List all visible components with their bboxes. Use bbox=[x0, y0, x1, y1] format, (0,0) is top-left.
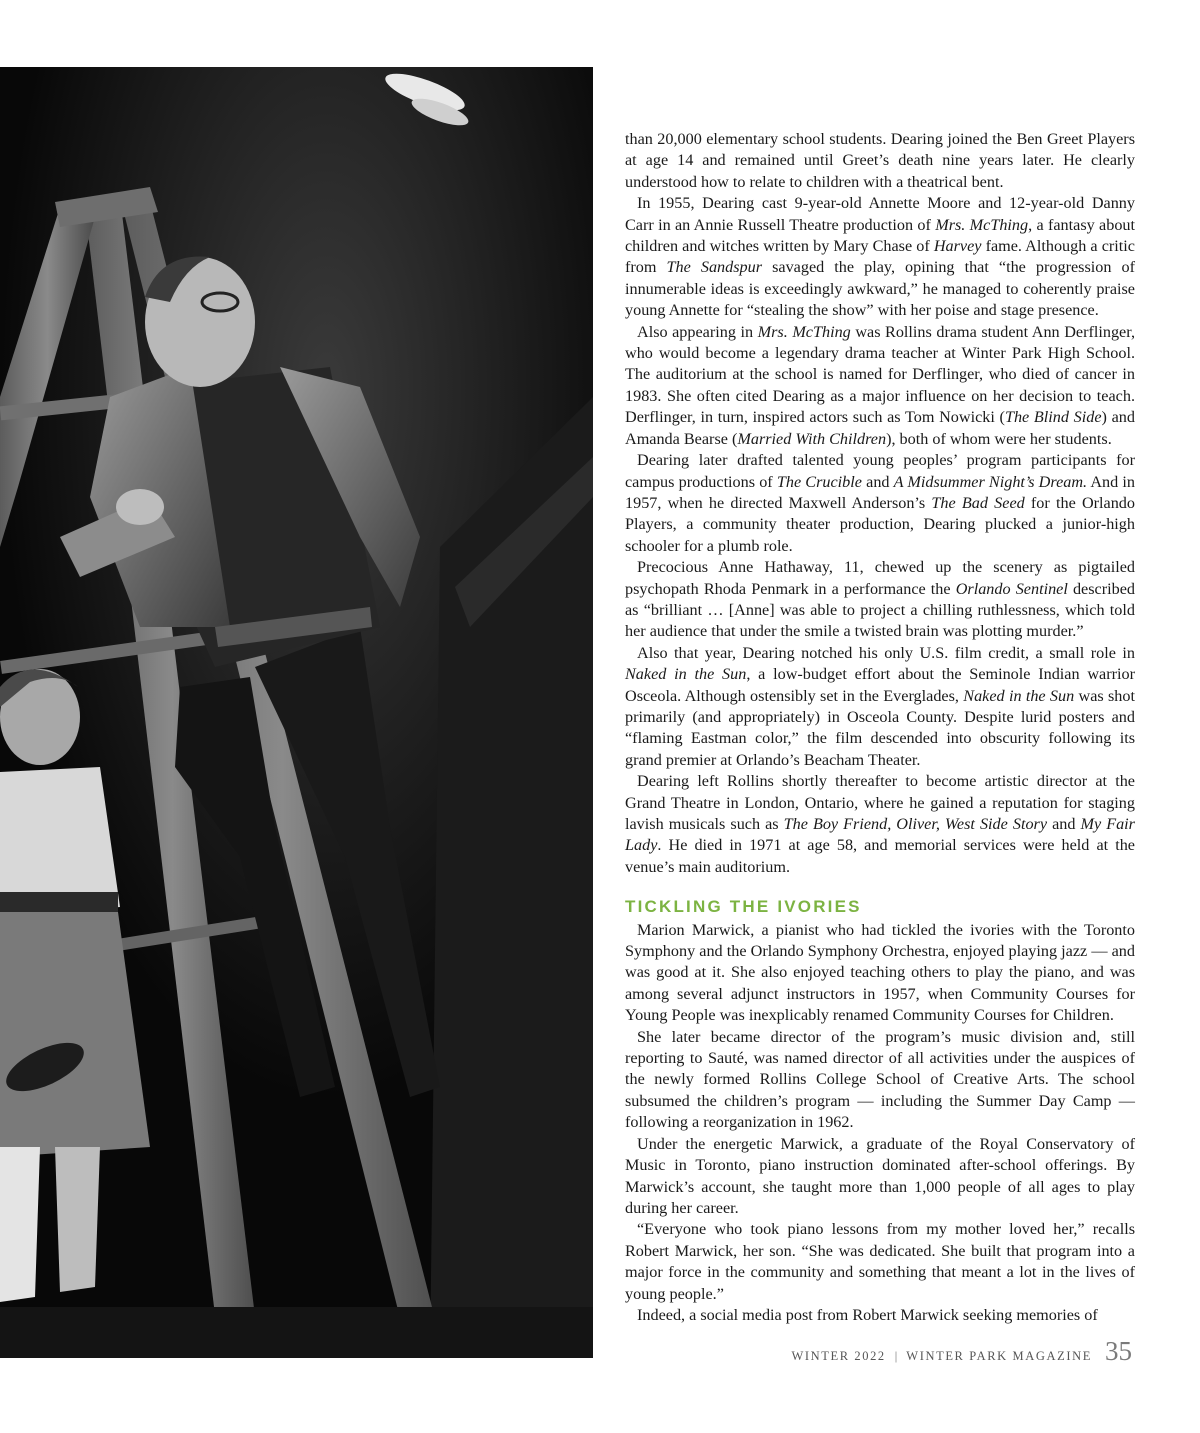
photo-illustration bbox=[0, 67, 593, 1358]
article-paragraph: Under the energetic Marwick, a graduate of the Royal Conservatory of Music in Toronto, piano instruction dominated after-school offerings. By Marwick’s account, she taught more than 1,000 people of all ages to play during her career. bbox=[625, 1134, 1135, 1217]
article-paragraph: Dearing later drafted talented young peoples’ program participants for campus productions of The Crucible and A Midsummer Night’s Dream. And in 1957, when he directed Maxwell Anderson’s The Bad Seed for the Orlando Players, a community theater production, Dearing plucked a junior-high schooler for a plumb role. bbox=[625, 451, 1135, 555]
section-subhead: TICKLING THE IVORIES bbox=[625, 897, 862, 917]
italic-title: Married With Children bbox=[737, 429, 887, 448]
page-number: 35 bbox=[1105, 1336, 1132, 1366]
italic-title: Mrs. McThing bbox=[757, 322, 851, 341]
article-column bbox=[625, 129, 1135, 1326]
article-paragraph: Marion Marwick, a pianist who had tickled the ivories with the Toronto Symphony and the Orlando Symphony Orchestra, enjoyed playing jazz — and was good at it. She also enjoyed teaching others to play the piano, and was among several adjunct instructors in 1957, when Community Courses for Young People was inexplicably renamed Community Courses for Children. bbox=[625, 920, 1135, 1025]
italic-title: The Crucible bbox=[776, 472, 862, 491]
article-paragraph: In 1955, Dearing cast 9-year-old Annette Moore and 12-year-old Danny Carr in an Annie Russell Theatre production of Mrs. McThing, a fantasy about children and witches written by Mary Chase of Harvey fame. Although a critic from The Sandspur savaged the play, opining that “the progression of innumerable ideas is exceedingly awkward,” he managed to coherently praise young Annette for “stealing the show” with her poise and stage presence. bbox=[625, 194, 1135, 320]
article-paragraph: Also appearing in Mrs. McThing was Rollins drama student Ann Derflinger, who would become a legendary drama teacher at Winter Park High School. The auditorium at the school is named for Derflinger, who died of cancer in 1983. She often cited Dearing as a major influence on her decision to teach. Derflinger, in turn, inspired actors such as Tom Nowicki (The Blind Side) and Amanda Bearse (Married With Children), both of whom were her students. bbox=[625, 322, 1136, 448]
italic-title: Naked in the Sun bbox=[963, 686, 1075, 705]
italic-title: My Fair Lady bbox=[625, 815, 1135, 855]
article-paragraph: than 20,000 elementary school students. Dearing joined the Ben Greet Players at age 14 and remained until Greet’s death nine years later. He clearly understood how to relate to children with a theatrical bent. bbox=[625, 130, 1135, 191]
page-folio bbox=[791, 1336, 1132, 1367]
article-paragraph: Precocious Anne Hathaway, 11, chewed up the scenery as pigtailed psychopath Rhoda Penmark in a performance the Orlando Sentinel described as “brilliant … [Anne] was able to project a chilling ruthlessness, which told her audience that under the smile a twisted brain was plotting murder.” bbox=[625, 558, 1135, 641]
italic-title: Mrs. McThing bbox=[935, 215, 1029, 234]
article-paragraph: Indeed, a social media post from Robert Marwick seeking memories of bbox=[637, 1305, 1098, 1324]
article-photo bbox=[0, 67, 593, 1358]
magazine-name: WINTER PARK MAGAZINE bbox=[906, 1349, 1092, 1363]
italic-title: A Midsummer Night’s Dream. bbox=[893, 472, 1088, 491]
italic-title: Harvey bbox=[933, 237, 982, 256]
italic-title: The Bad Seed bbox=[931, 493, 1025, 512]
article-paragraph: Dearing left Rollins shortly thereafter to become artistic director at the Grand Theatre in London, Ontario, where he gained a reputation for staging lavish musicals such as The Boy Friend, Oliver, West Side Story and My Fair Lady. He died in 1971 at age 58, and memorial services were held at the venue’s main auditorium. bbox=[625, 772, 1135, 876]
folio-separator: | bbox=[894, 1349, 898, 1363]
article-paragraph: Also that year, Dearing notched his only U.S. film credit, a small role in Naked in the Sun, a low-budget effort about the Seminole Indian warrior Osceola. Although ostensibly set in the Everglades, Naked in the Sun was shot primarily (and appropriately) in Osceola County. Despite lurid posters and “flaming Eastman color,” the film descended into obscurity following its grand premier at Orlando’s Beacham Theater. bbox=[625, 643, 1135, 769]
issue-label: WINTER 2022 bbox=[791, 1349, 886, 1363]
article-paragraph: She later became director of the program’s music division and, still reporting to Sauté, was named director of all activities under the auspices of the newly formed Rollins College School of Creative Arts. The school subsumed the children’s program — including the Summer Day Camp — following a reorganization in 1962. bbox=[625, 1027, 1135, 1132]
italic-title: Orlando Sentinel bbox=[955, 579, 1068, 598]
italic-title: The Blind Side bbox=[1004, 408, 1102, 427]
italic-title: Naked in the Sun bbox=[625, 665, 747, 684]
article-paragraph: “Everyone who took piano lessons from my mother loved her,” recalls Robert Marwick, her son. “She was dedicated. She built that program into a major force in the community and something that meant a lot in the lives of young people.” bbox=[625, 1220, 1135, 1303]
italic-title: The Sandspur bbox=[666, 258, 763, 277]
italic-title: The Boy Friend, Oliver, West Side Story bbox=[783, 815, 1048, 833]
